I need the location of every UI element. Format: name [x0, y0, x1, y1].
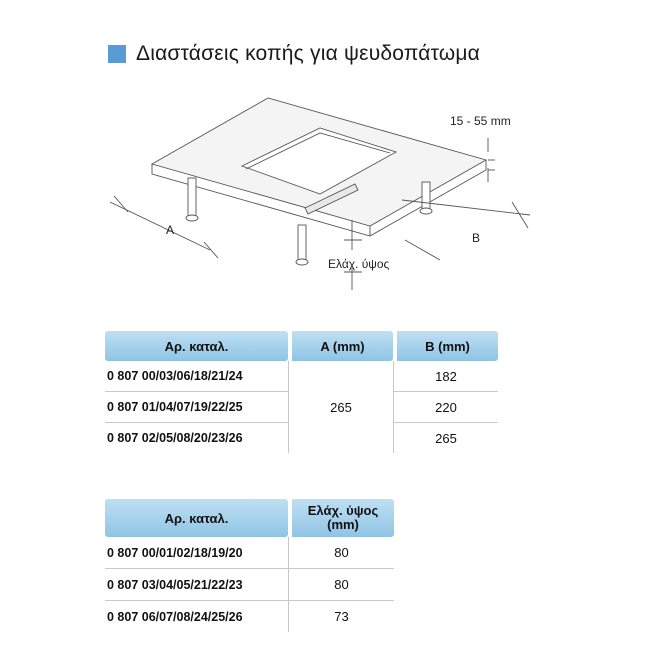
- header-catalog-number: Αρ. καταλ.: [105, 499, 288, 537]
- header-b-mm: B (mm): [393, 331, 498, 361]
- table-row: [105, 537, 394, 569]
- section-title: [108, 42, 480, 66]
- floor-cutout-diagram: [100, 90, 550, 305]
- min-height-cell: 80: [288, 569, 394, 601]
- b-value-cell: 220: [393, 392, 498, 423]
- catalog-number-cell: 0 807 06/07/08/24/25/26: [107, 609, 243, 624]
- minimum-height-table: [105, 499, 394, 632]
- dimension-b-label: B: [472, 231, 481, 245]
- page-title: Διαστάσεις κοπής για ψευδοπάτωμα: [136, 42, 481, 65]
- header-min-height-mm: Ελάχ. ύψος (mm): [288, 499, 394, 537]
- height-range-label: 15 - 55 mm: [450, 114, 511, 128]
- a-value-cell: 265: [288, 361, 393, 453]
- pedestal-front: [296, 225, 308, 265]
- cutout-dimensions-table: [105, 331, 498, 453]
- b-value-cell: 265: [393, 423, 498, 453]
- table-row: [105, 601, 394, 632]
- catalog-number-cell: 0 807 00/03/06/18/21/24: [105, 361, 288, 392]
- title-bullet-square: [108, 45, 126, 63]
- table-row: [105, 569, 394, 601]
- dimension-a-label: A: [166, 223, 175, 237]
- header-a-mm: A (mm): [288, 331, 393, 361]
- catalog-number-cell: 0 807 01/04/07/19/22/25: [105, 392, 288, 423]
- table-header-row: [105, 331, 498, 361]
- pedestal-left: [186, 178, 198, 221]
- table-row: [105, 361, 498, 392]
- header-catalog-number: Αρ. καταλ.: [105, 331, 288, 361]
- min-height-cell: 80: [288, 537, 394, 569]
- table-header-row: [105, 499, 394, 537]
- min-height-cell: 73: [288, 601, 394, 632]
- min-height-label: Ελάχ. ύψος: [328, 257, 390, 271]
- catalog-number-cell: 0 807 02/05/08/20/23/26: [107, 431, 243, 445]
- b-value-cell: 182: [393, 361, 498, 392]
- catalog-number-cell: 0 807 00/01/02/18/19/20: [105, 537, 288, 569]
- pedestal-right: [420, 182, 432, 214]
- catalog-number-cell: 0 807 03/04/05/21/22/23: [105, 569, 288, 601]
